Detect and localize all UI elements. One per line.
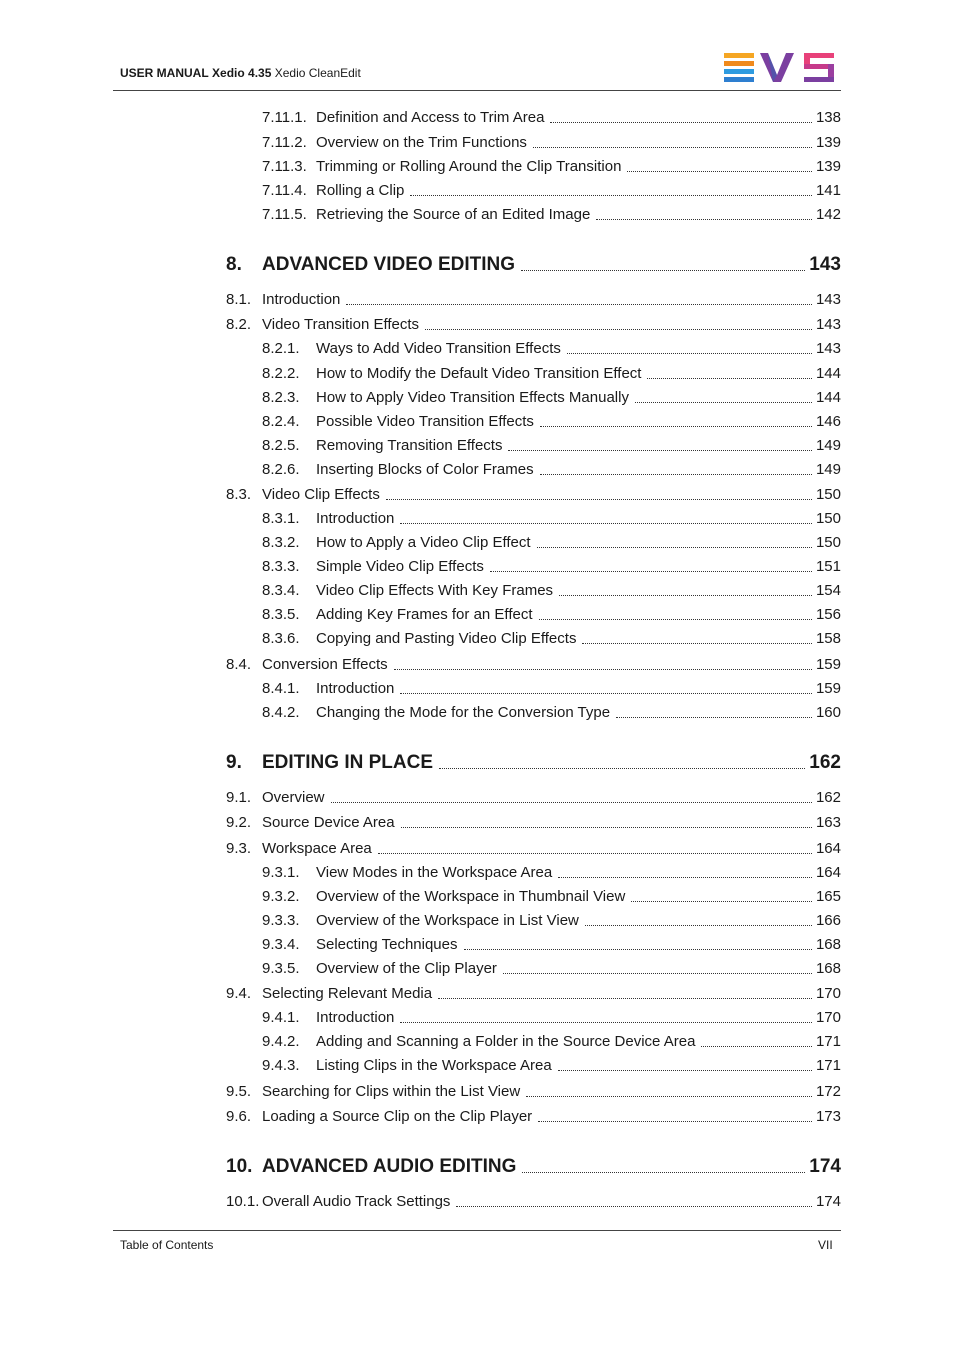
- toc-entry[interactable]: [262, 1033, 841, 1051]
- toc-entry-page: 171: [815, 1033, 841, 1050]
- toc-entry[interactable]: [262, 534, 841, 552]
- toc-entry[interactable]: [262, 888, 841, 906]
- toc-dot-leader: [537, 546, 812, 548]
- toc-entry-number: 7.11.4.: [262, 182, 307, 199]
- toc-entry-page: 165: [815, 888, 841, 905]
- toc-entry-number: 8.3.3.: [262, 558, 300, 575]
- toc-entry-title: Introduction: [316, 680, 395, 697]
- toc-entry-title: Overview of the Clip Player: [316, 960, 497, 977]
- toc-entry-number: 8.3.4.: [262, 582, 300, 599]
- toc-entry-page: 173: [815, 1108, 841, 1125]
- toc-entry-number: 9.3.4.: [262, 936, 300, 953]
- toc-dot-leader: [538, 1120, 812, 1122]
- toc-entry-number: 8.1.: [226, 291, 252, 308]
- toc-entry[interactable]: [226, 1193, 841, 1211]
- toc-entry-title: EDITING IN PLACE: [262, 752, 434, 773]
- toc-dot-leader: [647, 377, 812, 379]
- toc-dot-leader: [635, 401, 812, 403]
- toc-entry-title: Trimming or Rolling Around the Clip Transition: [316, 158, 622, 175]
- toc-dot-leader: [596, 218, 812, 220]
- toc-entry-page: 168: [815, 960, 841, 977]
- toc-entry-page: 146: [815, 413, 841, 430]
- toc-entry-number: 8.3.: [226, 486, 252, 503]
- toc-entry-title: Possible Video Transition Effects: [316, 413, 534, 430]
- toc-entry-number: 8.4.1.: [262, 680, 300, 697]
- toc-entry[interactable]: [262, 109, 841, 127]
- toc-entry-title: Rolling a Clip: [316, 182, 405, 199]
- toc-entry[interactable]: [262, 461, 841, 479]
- toc-dot-leader: [438, 997, 812, 999]
- toc-entry-title: Video Transition Effects: [262, 316, 420, 333]
- toc-entry-page: 150: [815, 534, 841, 551]
- toc-entry-title: Searching for Clips within the List View: [262, 1083, 521, 1100]
- toc-dot-leader: [522, 1171, 805, 1173]
- toc-entry-number: 9.3.1.: [262, 864, 300, 881]
- toc-entry-title: Workspace Area: [262, 840, 372, 857]
- toc-dot-leader: [539, 618, 812, 620]
- toc-entry-number: 9.6.: [226, 1108, 252, 1125]
- toc-entry-title: Introduction: [316, 1009, 395, 1026]
- toc-entry[interactable]: [262, 134, 841, 152]
- toc-entry[interactable]: [262, 158, 841, 176]
- toc-entry-title: Introduction: [316, 510, 395, 527]
- toc-entry-title: Inserting Blocks of Color Frames: [316, 461, 534, 478]
- toc-dot-leader: [346, 303, 812, 305]
- toc-dot-leader: [425, 328, 812, 330]
- toc-dot-leader: [503, 972, 812, 974]
- toc-entry-title: Overview: [262, 789, 325, 806]
- toc-entry-title: View Modes in the Workspace Area: [316, 864, 553, 881]
- toc-entry-page: 159: [815, 680, 841, 697]
- toc-entry[interactable]: [262, 864, 841, 882]
- toc-entry-number: 9.4.2.: [262, 1033, 300, 1050]
- toc-dot-leader: [533, 146, 812, 148]
- toc-entry[interactable]: [262, 630, 841, 648]
- toc-entry-number: 7.11.1.: [262, 109, 307, 126]
- toc-entry[interactable]: [262, 680, 841, 698]
- toc-entry[interactable]: [262, 437, 841, 455]
- toc-entry-title: Loading a Source Clip on the Clip Player: [262, 1108, 533, 1125]
- toc-entry-title: Ways to Add Video Transition Effects: [316, 340, 561, 357]
- toc-entry-page: 168: [815, 936, 841, 953]
- toc-entry-title: Listing Clips in the Workspace Area: [316, 1057, 552, 1074]
- toc-dot-leader: [394, 668, 812, 670]
- toc-entry-page: 150: [815, 486, 841, 503]
- toc-dot-leader: [701, 1045, 812, 1047]
- manual-label: USER MANUAL: [120, 66, 209, 80]
- toc-dot-leader: [410, 194, 812, 196]
- toc-entry[interactable]: [226, 291, 841, 309]
- toc-dot-leader: [559, 594, 812, 596]
- toc-dot-leader: [616, 716, 812, 718]
- toc-entry[interactable]: [262, 582, 841, 600]
- toc-entry-title: Video Clip Effects With Key Frames: [316, 582, 554, 599]
- toc-chapter-entry[interactable]: [226, 752, 841, 774]
- toc-dot-leader: [558, 1069, 812, 1071]
- toc-entry-number: 8.2.1.: [262, 340, 300, 357]
- toc-entry-page: 143: [815, 316, 841, 333]
- toc-entry[interactable]: [262, 389, 841, 407]
- toc-entry[interactable]: [262, 936, 841, 954]
- toc-entry-number: 7.11.5.: [262, 206, 307, 223]
- toc-entry-page: 158: [815, 630, 841, 647]
- toc-entry-page: 149: [815, 437, 841, 454]
- toc-entry[interactable]: [226, 814, 841, 832]
- toc-entry[interactable]: [226, 985, 841, 1003]
- toc-entry-title: How to Modify the Default Video Transition Effect: [316, 365, 642, 382]
- toc-entry-title: Simple Video Clip Effects: [316, 558, 484, 575]
- toc-dot-leader: [400, 522, 812, 524]
- toc-dot-leader: [439, 767, 805, 769]
- toc-entry-number: 9.3.: [226, 840, 252, 857]
- toc-dot-leader: [400, 1021, 812, 1023]
- header-rule: [113, 90, 841, 91]
- toc-entry-number: 8.2.2.: [262, 365, 300, 382]
- toc-entry[interactable]: [262, 912, 841, 930]
- toc-entry-number: 8.2.3.: [262, 389, 300, 406]
- toc-entry-title: Copying and Pasting Video Clip Effects: [316, 630, 577, 647]
- toc-entry-title: Overview of the Workspace in List View: [316, 912, 579, 929]
- toc-entry-title: Overall Audio Track Settings: [262, 1193, 451, 1210]
- toc-entry-number: 9.3.5.: [262, 960, 300, 977]
- toc-entry-page: 144: [815, 389, 841, 406]
- toc-entry-number: 10.: [226, 1156, 253, 1177]
- toc-entry-page: 143: [809, 254, 841, 275]
- toc-dot-leader: [386, 498, 812, 500]
- toc-entry-title: Selecting Techniques: [316, 936, 458, 953]
- toc-entry[interactable]: [262, 704, 841, 722]
- toc-entry-page: 144: [815, 365, 841, 382]
- toc-entry-title: Changing the Mode for the Conversion Type: [316, 704, 611, 721]
- toc-dot-leader: [521, 269, 805, 271]
- toc-entry-page: 156: [815, 606, 841, 623]
- toc-entry-number: 8.3.1.: [262, 510, 300, 527]
- toc-entry[interactable]: [262, 1057, 841, 1075]
- toc-dot-leader: [550, 121, 812, 123]
- toc-entry[interactable]: [262, 413, 841, 431]
- toc-entry-number: 8.4.2.: [262, 704, 300, 721]
- module-name: Xedio CleanEdit: [274, 66, 361, 80]
- toc-entry-number: 9.5.: [226, 1083, 252, 1100]
- evs-logo-icon: [724, 51, 836, 83]
- toc-entry-page: 171: [815, 1057, 841, 1074]
- footer-page-number: VII: [818, 1238, 833, 1252]
- toc-entry-page: 162: [809, 752, 841, 773]
- toc-entry[interactable]: [262, 606, 841, 624]
- toc-entry-number: 8.2.4.: [262, 413, 300, 430]
- toc-entry-title: Selecting Relevant Media: [262, 985, 433, 1002]
- toc-entry[interactable]: [226, 1083, 841, 1101]
- toc-entry-number: 8.4.: [226, 656, 252, 673]
- toc-chapter-entry[interactable]: [226, 254, 841, 276]
- toc-dot-leader: [585, 924, 812, 926]
- toc-entry-title: Removing Transition Effects: [316, 437, 503, 454]
- toc-entry[interactable]: [262, 510, 841, 528]
- toc-entry-number: 9.4.3.: [262, 1057, 300, 1074]
- toc-entry-title: Video Clip Effects: [262, 486, 380, 503]
- toc-entry-title: Conversion Effects: [262, 656, 388, 673]
- toc-entry-page: 174: [809, 1156, 841, 1177]
- toc-entry[interactable]: [226, 656, 841, 674]
- toc-entry[interactable]: [262, 558, 841, 576]
- toc-entry-title: Introduction: [262, 291, 341, 308]
- toc-entry-number: 7.11.2.: [262, 134, 307, 151]
- toc-entry[interactable]: [226, 316, 841, 334]
- toc-entry-title: ADVANCED AUDIO EDITING: [262, 1156, 517, 1177]
- toc-dot-leader: [490, 570, 812, 572]
- toc-dot-leader: [400, 692, 812, 694]
- toc-entry-page: 150: [815, 510, 841, 527]
- toc-dot-leader: [456, 1205, 812, 1207]
- toc-chapter-entry[interactable]: [226, 1156, 841, 1178]
- toc-entry-page: 141: [815, 182, 841, 199]
- footer-rule: [113, 1230, 841, 1231]
- toc-entry-page: 139: [815, 134, 841, 151]
- toc-entry-page: 164: [815, 840, 841, 857]
- toc-entry-number: 8.2.5.: [262, 437, 300, 454]
- toc-entry-title: Adding Key Frames for an Effect: [316, 606, 533, 623]
- toc-dot-leader: [508, 449, 811, 451]
- toc-dot-leader: [567, 352, 812, 354]
- running-header: [120, 66, 361, 80]
- toc-dot-leader: [401, 826, 812, 828]
- toc-dot-leader: [631, 900, 812, 902]
- toc-entry-number: 10.1.: [226, 1193, 260, 1210]
- toc-entry[interactable]: [262, 206, 841, 224]
- toc-entry-title: Overview on the Trim Functions: [316, 134, 527, 151]
- toc-entry[interactable]: [226, 1108, 841, 1126]
- toc-dot-leader: [627, 170, 812, 172]
- toc-entry[interactable]: [262, 1009, 841, 1027]
- toc-entry-page: 166: [815, 912, 841, 929]
- toc-entry-page: 160: [815, 704, 841, 721]
- toc-entry-page: 172: [815, 1083, 841, 1100]
- toc-entry[interactable]: [262, 365, 841, 383]
- toc-dot-leader: [540, 425, 812, 427]
- toc-dot-leader: [582, 642, 812, 644]
- toc-entry-title: Retrieving the Source of an Edited Image: [316, 206, 591, 223]
- toc-entry-page: 164: [815, 864, 841, 881]
- toc-entry-number: 9.3.2.: [262, 888, 300, 905]
- toc-entry[interactable]: [226, 840, 841, 858]
- toc-entry-page: 174: [815, 1193, 841, 1210]
- toc-entry-number: 9.3.3.: [262, 912, 300, 929]
- footer-section: Table of Contents: [120, 1238, 214, 1252]
- toc-entry-number: 8.3.6.: [262, 630, 300, 647]
- toc-entry-number: 8.2.6.: [262, 461, 300, 478]
- toc-entry-page: 151: [815, 558, 841, 575]
- toc-entry-title: Definition and Access to Trim Area: [316, 109, 545, 126]
- toc-dot-leader: [540, 473, 812, 475]
- toc-entry-page: 159: [815, 656, 841, 673]
- toc-entry-page: 143: [815, 291, 841, 308]
- toc-entry[interactable]: [262, 340, 841, 358]
- toc-entry[interactable]: [262, 960, 841, 978]
- toc-entry[interactable]: [262, 182, 841, 200]
- toc-dot-leader: [378, 852, 812, 854]
- toc-entry-title: ADVANCED VIDEO EDITING: [262, 254, 516, 275]
- toc-entry-number: 8.2.: [226, 316, 252, 333]
- toc-dot-leader: [558, 876, 812, 878]
- toc-entry-number: 9.1.: [226, 789, 252, 806]
- toc-dot-leader: [526, 1095, 812, 1097]
- toc-entry-title: How to Apply a Video Clip Effect: [316, 534, 531, 551]
- toc-entry-number: 7.11.3.: [262, 158, 307, 175]
- toc-entry-title: Adding and Scanning a Folder in the Source Device Area: [316, 1033, 696, 1050]
- product-name: Xedio 4.35: [212, 66, 272, 80]
- toc-entry-page: 149: [815, 461, 841, 478]
- toc-entry-page: 154: [815, 582, 841, 599]
- toc-entry-page: 143: [815, 340, 841, 357]
- toc-entry-page: 142: [815, 206, 841, 223]
- toc-entry[interactable]: [226, 486, 841, 504]
- toc-entry-title: Overview of the Workspace in Thumbnail View: [316, 888, 626, 905]
- toc-entry-number: 8.3.5.: [262, 606, 300, 623]
- toc-entry-number: 9.: [226, 752, 242, 773]
- toc-entry-number: 9.4.: [226, 985, 252, 1002]
- toc-entry-number: 9.2.: [226, 814, 252, 831]
- toc-entry-number: 8.: [226, 254, 242, 275]
- toc-entry-number: 8.3.2.: [262, 534, 300, 551]
- toc-entry-page: 170: [815, 985, 841, 1002]
- toc-entry[interactable]: [226, 789, 841, 807]
- toc-entry-title: Source Device Area: [262, 814, 395, 831]
- toc-entry-number: 9.4.1.: [262, 1009, 300, 1026]
- toc-entry-page: 162: [815, 789, 841, 806]
- toc-entry-page: 138: [815, 109, 841, 126]
- toc-entry-page: 170: [815, 1009, 841, 1026]
- toc-entry-page: 163: [815, 814, 841, 831]
- toc-dot-leader: [331, 801, 812, 803]
- toc-dot-leader: [464, 948, 812, 950]
- toc-entry-page: 139: [815, 158, 841, 175]
- toc-entry-title: How to Apply Video Transition Effects Manually: [316, 389, 629, 406]
